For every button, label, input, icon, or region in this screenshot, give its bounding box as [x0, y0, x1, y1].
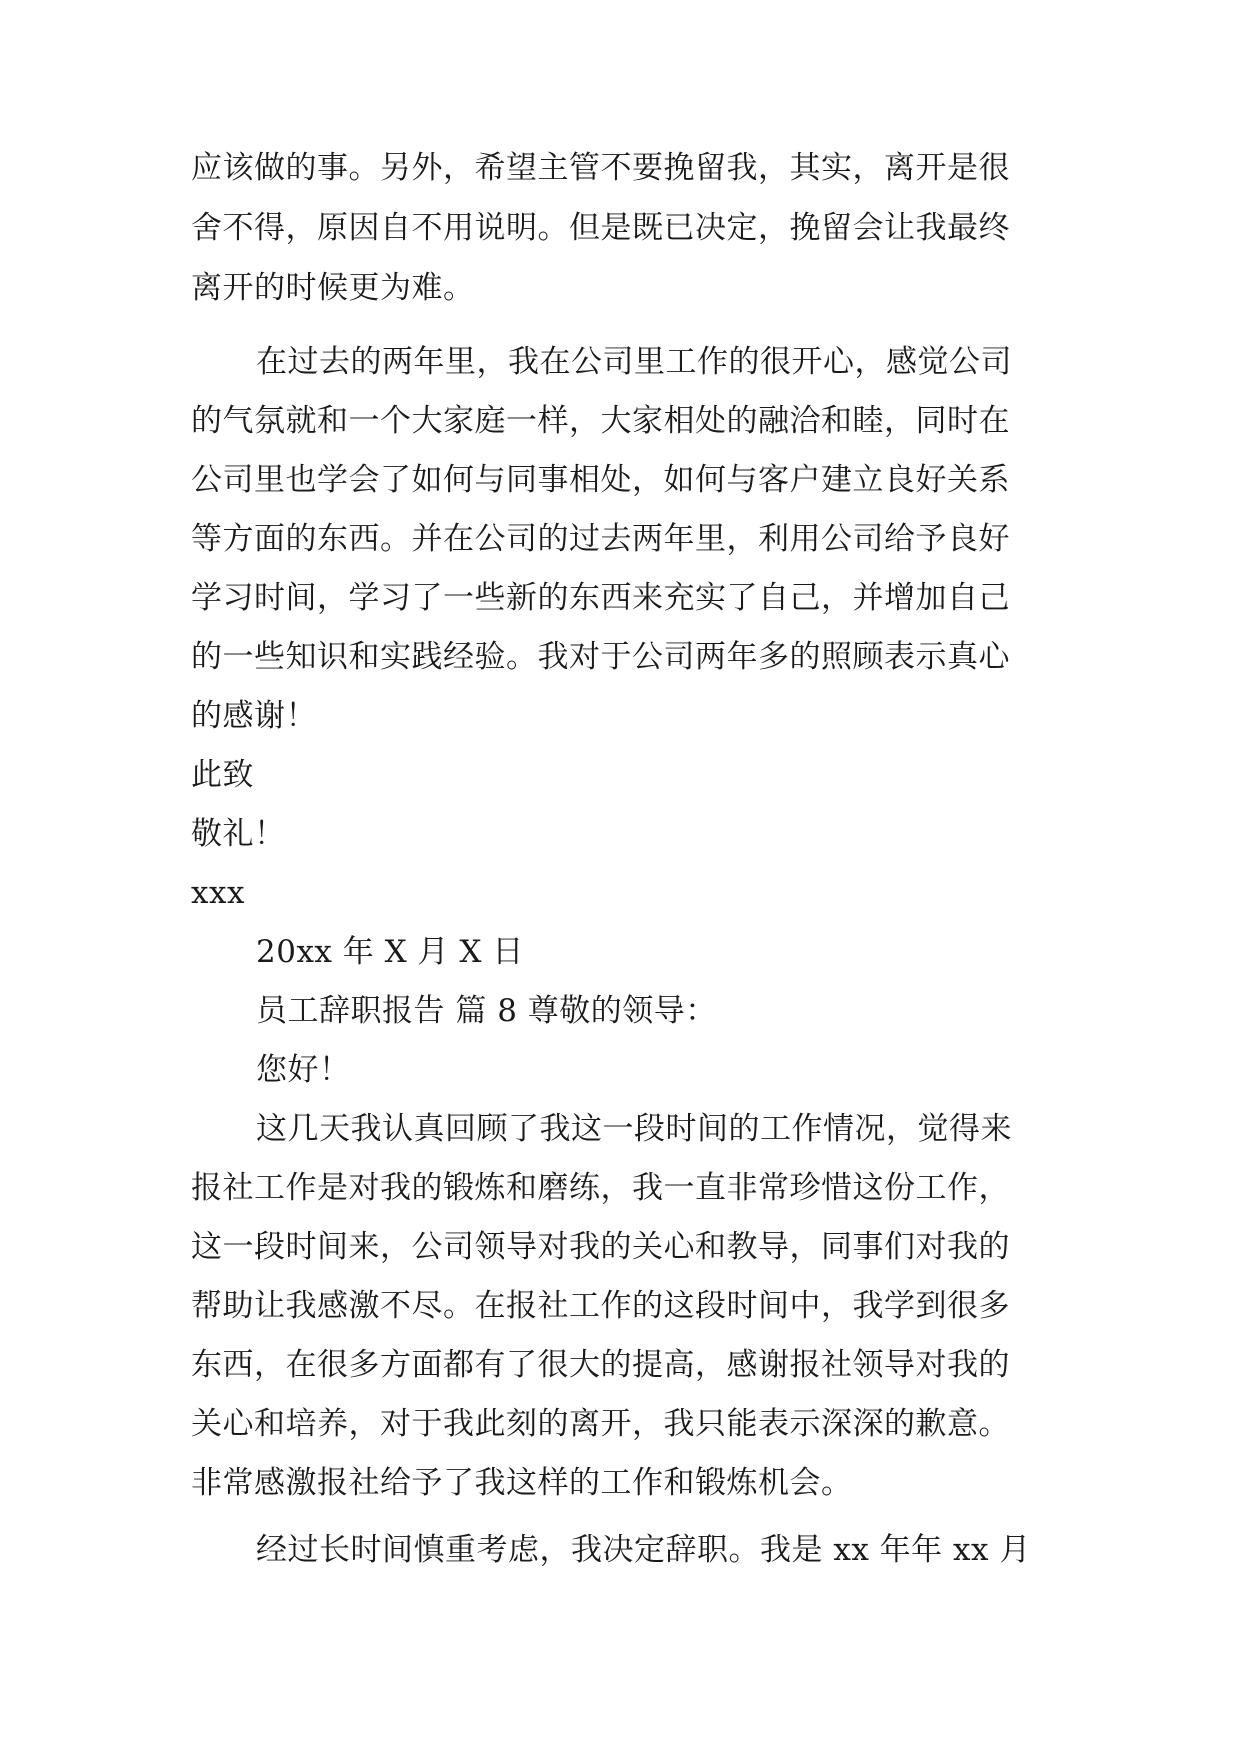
paragraph-line: 等方面的东西。并在公司的过去两年里，利用公司给予良好 — [191, 521, 1010, 557]
paragraph-line: 学习时间，学习了一些新的东西来充实了自己，并增加自己 — [191, 580, 1010, 616]
paragraph-line: 关心和培养，对于我此刻的离开，我只能表示深深的歉意。 — [191, 1406, 1010, 1442]
paragraph-line: 这一段时间来，公司领导对我的关心和教导，同事们对我的 — [191, 1229, 1010, 1265]
paragraph-line: 的感谢！ — [191, 698, 317, 734]
closing-regards: 敬礼！ — [191, 816, 286, 852]
paragraph-line: 的气氛就和一个大家庭一样，大家相处的融洽和睦，同时在 — [191, 403, 1010, 439]
signature-name: xxx — [191, 875, 245, 911]
greeting: 您好！ — [256, 1052, 351, 1088]
paragraph-line: 应该做的事。另外，希望主管不要挽留我，其实，离开是很 — [191, 150, 1010, 186]
paragraph-line: 在过去的两年里，我在公司里工作的很开心，感觉公司 — [256, 344, 1012, 380]
paragraph-line: 这几天我认真回顾了我这一段时间的工作情况，觉得来 — [256, 1111, 1012, 1147]
section-heading: 员工辞职报告 篇 8 尊敬的领导： — [256, 993, 717, 1029]
paragraph-line: 非常感激报社给予了我这样的工作和锻炼机会。 — [191, 1465, 853, 1501]
paragraph-line: 帮助让我感激不尽。在报社工作的这段时间中，我学到很多 — [191, 1288, 1010, 1324]
paragraph-line: 报社工作是对我的锻炼和磨练，我一直非常珍惜这份工作， — [191, 1170, 1010, 1206]
closing-salutation: 此致 — [191, 757, 254, 793]
paragraph-line: 东西，在很多方面都有了很大的提高，感谢报社领导对我的 — [191, 1347, 1010, 1383]
paragraph-line: 公司里也学会了如何与同事相处，如何与客户建立良好关系 — [191, 462, 1010, 498]
signature-date: 20xx 年 X 月 X 日 — [256, 934, 524, 970]
paragraph-line: 离开的时候更为难。 — [191, 270, 475, 306]
paragraph-line: 经过长时间慎重考虑，我决定辞职。我是 xx 年年 xx 月 — [256, 1532, 1031, 1568]
paragraph-line: 舍不得，原因自不用说明。但是既已决定，挽留会让我最终 — [191, 210, 1010, 246]
paragraph-line: 的一些知识和实践经验。我对于公司两年多的照顾表示真心 — [191, 639, 1010, 675]
